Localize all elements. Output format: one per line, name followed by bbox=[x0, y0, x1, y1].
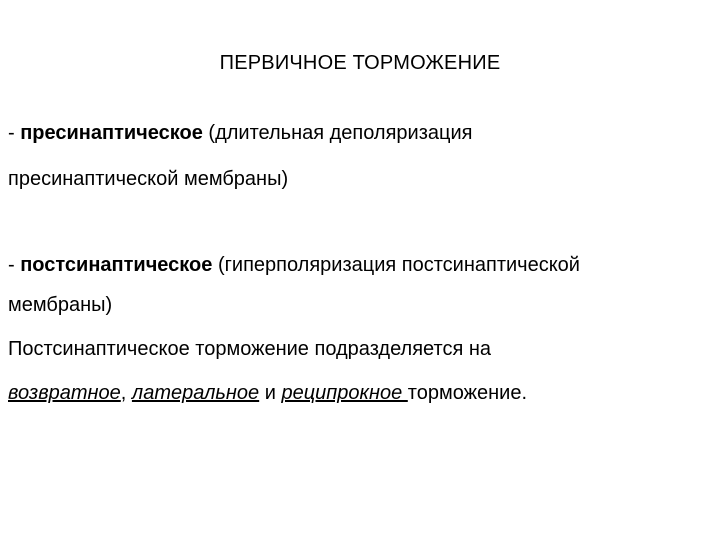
kind-reciprocal: реципрокное bbox=[281, 382, 408, 404]
paragraph-line-2 bbox=[8, 380, 527, 406]
slide-title: ПЕРВИЧНОЕ ТОРМОЖЕНИЕ bbox=[219, 52, 501, 74]
separator: , bbox=[120, 382, 132, 404]
item-postsynaptic bbox=[8, 252, 580, 278]
kind-recurrent: возвратное bbox=[8, 382, 121, 404]
item-dash: - bbox=[8, 254, 21, 276]
separator: и bbox=[259, 382, 282, 404]
desc-presynaptic-2: пресинаптической мембраны) bbox=[8, 168, 289, 190]
term-postsynaptic: постсинаптическое bbox=[20, 254, 213, 276]
paragraph-tail: торможение. bbox=[407, 382, 528, 404]
item-presynaptic bbox=[8, 120, 472, 146]
paragraph-line-1: Постсинаптическое торможение подразделяется на bbox=[8, 338, 491, 360]
desc-postsynaptic-1: (гиперполяризация постсинаптической bbox=[212, 254, 580, 276]
desc-postsynaptic-2: мембраны) bbox=[8, 294, 113, 316]
item-dash: - bbox=[8, 122, 21, 144]
kind-lateral: латеральное bbox=[131, 382, 260, 404]
term-presynaptic: пресинаптическое bbox=[20, 122, 203, 144]
desc-presynaptic-1: (длительная деполяризация bbox=[202, 122, 473, 144]
